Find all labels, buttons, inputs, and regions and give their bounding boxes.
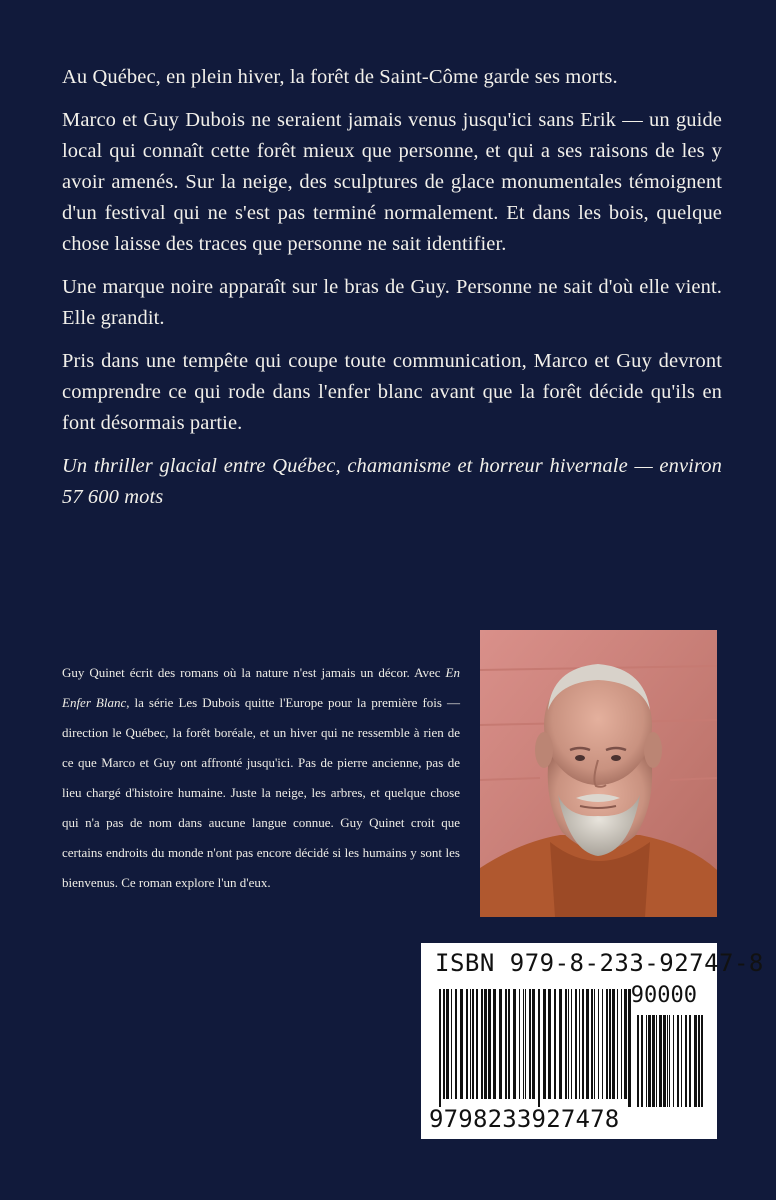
bio-text-end: , la série Les Dubois quitte l'Europe pour la première fois — direction le Québec, la forêt boréale, et un hiver qui ne ressemble à rien de ce que Marco et Guy ont affronté jusqu'ici. Pas de pierre ancienne, pas de lieu chargé d'histoire humaine. Juste la neige, les arbres, et quelque chose qui n'a pas de nom dans aucune langue connue. Guy Quinet croit que certains endroits du monde n'ont pas encore décidé si les humains y sont les bienvenus. Ce roman explore l'un d'eux. bbox=[62, 695, 460, 890]
bio-book-title: En Enfer Blanc bbox=[62, 665, 460, 710]
isbn-barcode bbox=[421, 943, 764, 1139]
author-bio bbox=[62, 658, 460, 898]
isbn-text: ISBN 979-8-233-92747-8 bbox=[435, 949, 764, 977]
blurb-paragraph-1: Au Québec, en plein hiver, la forêt de Saint-Côme garde ses morts. bbox=[62, 66, 618, 88]
blurb-paragraph-4: Pris dans une tempête qui coupe toute communication, Marco et Guy devront comprendre ce qui rode dans l'enfer blanc avant que la forêt décide qu'ils en font désormais partie. bbox=[62, 350, 722, 434]
bio-text-start: Guy Quinet écrit des romans où la nature n'est jamais un décor. Avec bbox=[62, 665, 446, 680]
barcode-bars bbox=[439, 989, 705, 1107]
author-portrait-image bbox=[480, 630, 717, 917]
ean-digits: 9798233927478 bbox=[429, 1105, 620, 1133]
blurb-paragraph-2: Marco et Guy Dubois ne seraient jamais venus jusqu'ici sans Erik — un guide local qui connaît cette forêt mieux que personne, et qui a ses raisons de les y avoir amenés. Sur la neige, des sculptures de glace monumentales témoignent d'un festival qui ne s'est pas terminé normalement. Et dans les bois, quelque chose laisse des traces que personne ne sait identifier. bbox=[62, 109, 722, 255]
tagline: Un thriller glacial entre Québec, chamanisme et horreur hivernale — environ 57 600 mots bbox=[62, 455, 722, 508]
blurb bbox=[62, 62, 722, 525]
price-addon: 90000 bbox=[630, 983, 697, 1008]
blurb-paragraph-3: Une marque noire apparaît sur le bras de Guy. Personne ne sait d'où elle vient. Elle grandit. bbox=[62, 276, 722, 329]
author-photo bbox=[480, 630, 717, 917]
